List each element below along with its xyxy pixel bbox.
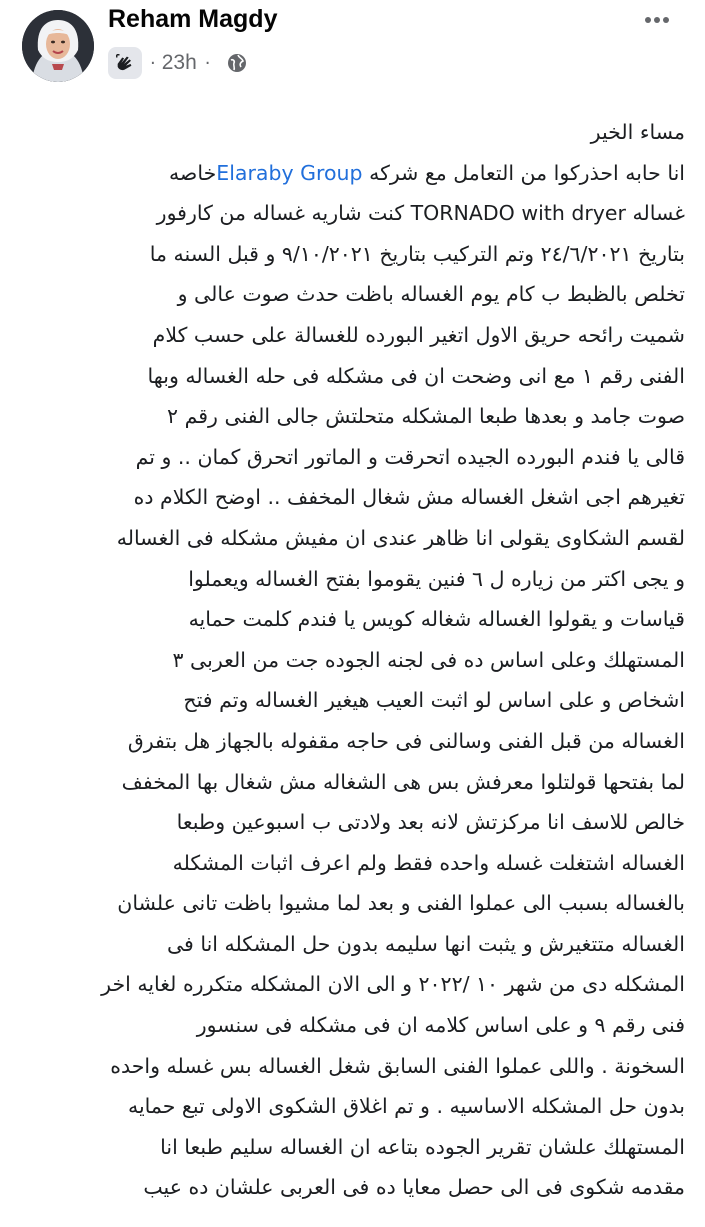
post-meta <box>108 46 247 80</box>
post-line: الغساله اشتغلت غسله واحده فقط ولم اعرف اثبات المشكله <box>172 850 685 875</box>
post-line: الغساله متتغيرش و يثبت انها سليمه بدون حل المشكله انا فى <box>166 931 685 956</box>
post-text: غساله <box>632 201 685 226</box>
post-line: الغساله من قبل الفنى وسالنى فى حاجه مقفوله بالجهاز هل بتفرق <box>127 728 685 753</box>
post-line: لما بفتحها قولتلوا معرفش بس هى الشغاله مش شغال بها المخفف <box>121 769 685 794</box>
post-line: اشخاص و على اساس لو اثبت العيب هيغير الغساله وتم فتح <box>183 688 685 713</box>
post-line: تخلص بالظبط ب كام يوم الغساله باظت حدث صوت عالى و <box>177 282 685 307</box>
post-timestamp[interactable]: 23h <box>161 51 197 74</box>
post-line: لقسم الشكاوى يقولى انا ظاهر عندى ان مفيش مشكله فى الغساله <box>116 525 685 550</box>
company-link[interactable]: Elaraby Group <box>216 160 363 185</box>
sign-language-hand-icon[interactable] <box>108 47 142 79</box>
post-line: قياسات و يقولوا الغساله شغاله كويس يا فندم كلمت حمايه <box>188 607 685 632</box>
post-line: بتاريخ ٢٤/٦/٢٠٢١ وتم التركيب بتاريخ ٩/١٠/٢٠٢١ و قبل السنه ما <box>149 241 685 266</box>
post-line: تغيرهم اجى اشغل الغساله مش شغال المخفف .. اوضح الكلام ده <box>133 485 685 510</box>
post-header <box>0 0 705 96</box>
post-line: خالص للاسف انا مركزتش لانه بعد ولادتى ب اسبوعين وطبعا <box>176 810 685 835</box>
post-text: كنت شاريه غساله من كارفور <box>156 201 405 226</box>
globe-icon[interactable] <box>227 53 247 73</box>
post-line: مقدمه شكوى فى الى حصل معايا ده فى العربى علشان ده عيب <box>143 1175 685 1200</box>
post-line: و يجى اكتر من زياره ل ٦ فنين يقوموا بفتح الغساله ويعملوا <box>188 566 685 591</box>
post-line: شميت رائحه حريق الاول اتغير البورده للغسالة على حسب كلام <box>152 322 685 347</box>
post-line: المستهلك علشان تقرير الجوده بتاعه ان الغساله سليم طبعا انا <box>160 1134 685 1159</box>
post-line: الفنى رقم ١ مع انى وضحت ان فى مشكله فى حله الغساله وبها <box>147 363 685 388</box>
more-options-icon[interactable] <box>640 10 680 30</box>
post-line: المستهلك وعلى اساس ده فى لجنه الجوده جت من العربى ٣ <box>172 647 685 672</box>
author-name[interactable]: Reham Magdy <box>108 5 278 33</box>
meta-separator: · <box>150 52 156 74</box>
post-line: قالى يا فندم البورده الجيده اتحرقت و الماتور اتحرق كمان .. و تم <box>135 444 685 469</box>
post-line: صوت جامد و بعدها طبعا المشكله متحلتش جالى الفنى رقم ٢ <box>167 404 685 429</box>
meta-separator: · <box>204 52 211 74</box>
avatar-photo <box>22 10 94 82</box>
post-line <box>18 153 685 194</box>
post-line: المشكله دى من شهر ١٠ /٢٠٢٢ و الى الان المشكله متكرره لغايه اخر <box>101 972 685 997</box>
post-line <box>18 193 685 234</box>
post-line: بالغساله بسبب الى عملوا الفنى و بعد لما مشيوا باظت تانى علشان <box>117 891 685 916</box>
author-avatar[interactable] <box>22 10 94 82</box>
post-line: فنى رقم ٩ و على اساس كلامه ان فى مشكله فى سنسور <box>196 1013 685 1038</box>
post-line: بدون حل المشكله الاساسيه . و تم اغلاق الشكوى الاولى تبع حمايه <box>127 1094 685 1119</box>
post-greeting: مساء الخير <box>590 120 685 144</box>
post-text: انا حابه احذركوا من التعامل مع شركه <box>369 160 685 185</box>
post-line: السخونة . واللى عملوا الفنى السابق شغل الغساله بس غسله واحده <box>110 1053 685 1078</box>
product-name: TORNADO with dryer <box>410 201 626 226</box>
post-text: خاصه <box>168 160 217 185</box>
post-body <box>18 112 685 1208</box>
